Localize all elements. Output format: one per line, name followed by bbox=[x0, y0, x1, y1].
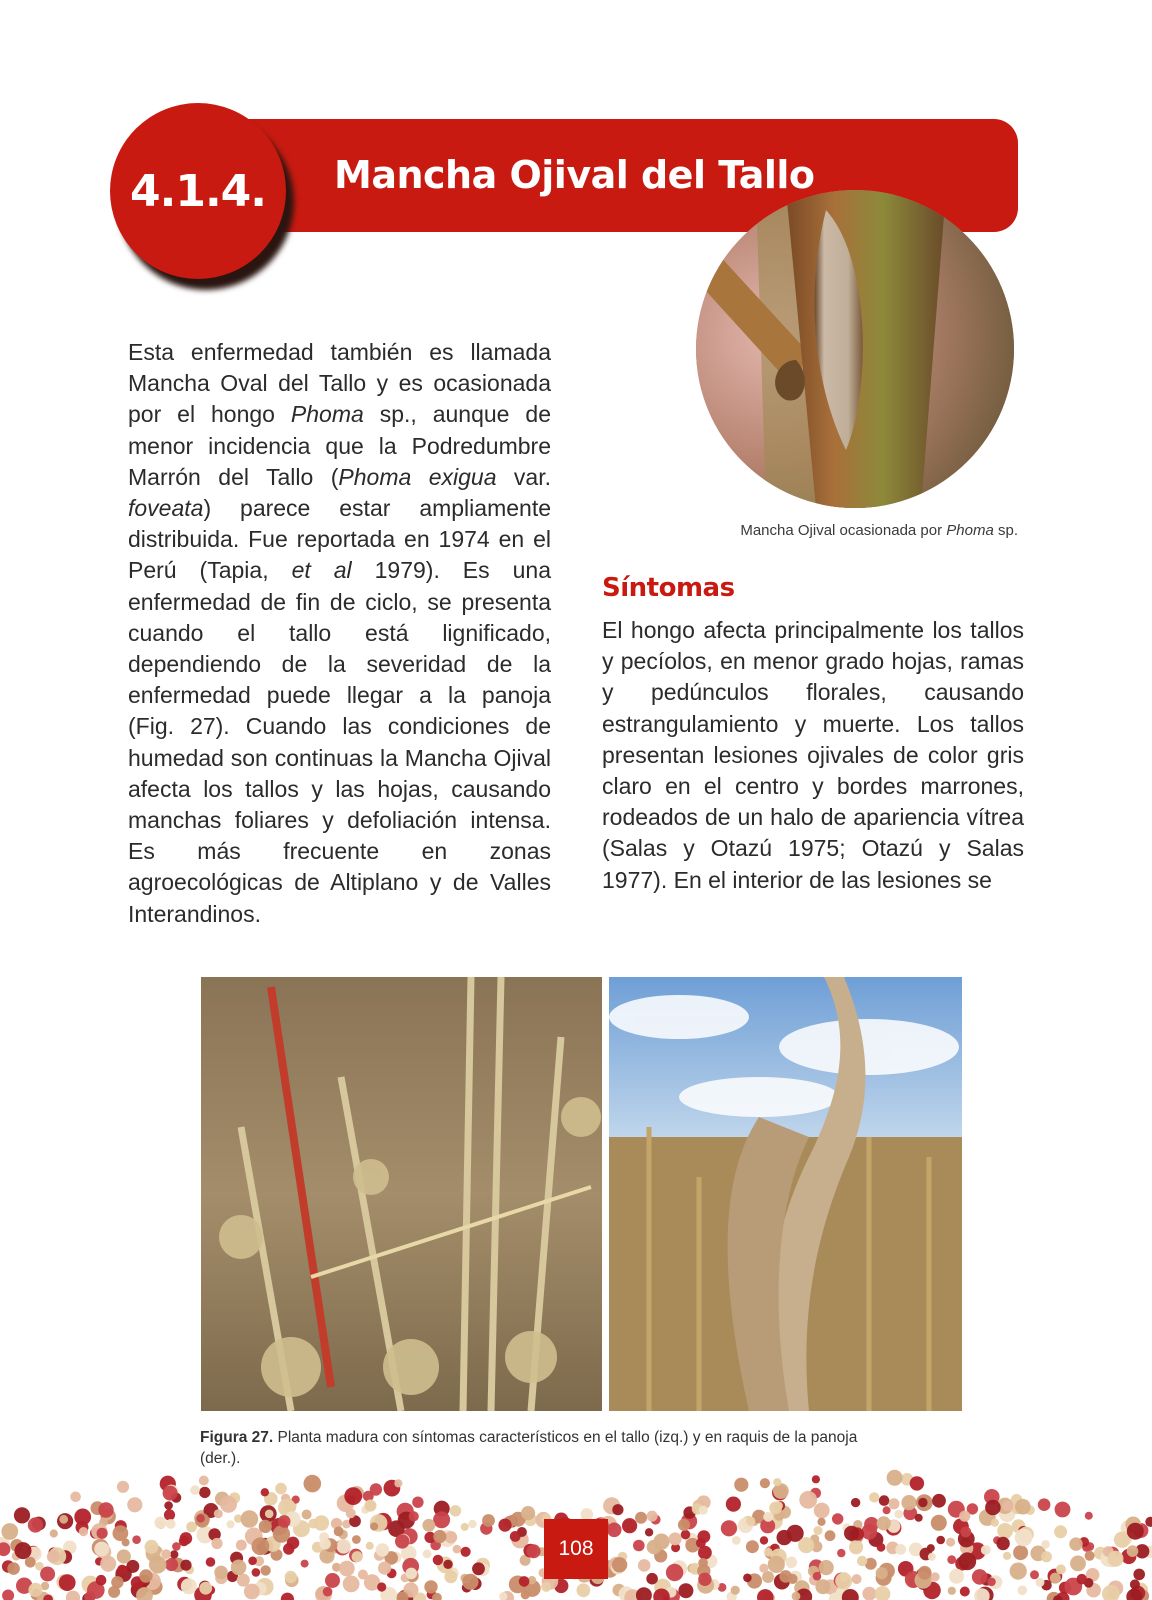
quinoa-grain bbox=[199, 1582, 212, 1595]
quinoa-grain bbox=[960, 1587, 970, 1597]
figure-panicle-photo bbox=[609, 977, 962, 1411]
quinoa-grain bbox=[918, 1566, 932, 1580]
quinoa-grain bbox=[760, 1478, 770, 1488]
quinoa-grain bbox=[1054, 1525, 1067, 1538]
quinoa-grain bbox=[862, 1587, 876, 1600]
quinoa-grain bbox=[117, 1565, 127, 1575]
quinoa-grain bbox=[145, 1540, 159, 1554]
quinoa-grain bbox=[928, 1553, 936, 1561]
quinoa-grain bbox=[252, 1568, 261, 1577]
quinoa-grain bbox=[849, 1540, 863, 1554]
quinoa-grain bbox=[1030, 1570, 1039, 1579]
quinoa-grain bbox=[1038, 1498, 1051, 1511]
quinoa-grain bbox=[275, 1483, 287, 1495]
quinoa-grain bbox=[220, 1496, 237, 1513]
quinoa-grain bbox=[47, 1550, 60, 1563]
quinoa-grain bbox=[612, 1557, 627, 1572]
quinoa-grain bbox=[777, 1530, 792, 1545]
quinoa-grain bbox=[377, 1582, 386, 1591]
quinoa-grain bbox=[301, 1560, 309, 1568]
quinoa-grain bbox=[949, 1569, 964, 1584]
quinoa-grain bbox=[894, 1510, 903, 1519]
quinoa-grain bbox=[844, 1526, 859, 1541]
quinoa-grain bbox=[424, 1580, 437, 1593]
quinoa-grain bbox=[190, 1485, 200, 1495]
quinoa-grain bbox=[814, 1503, 830, 1519]
quinoa-grain bbox=[936, 1536, 945, 1545]
quinoa-grain bbox=[370, 1522, 378, 1530]
quinoa-grain bbox=[959, 1511, 970, 1522]
quinoa-grain bbox=[433, 1511, 450, 1528]
quinoa-grain bbox=[461, 1547, 471, 1557]
quinoa-grain bbox=[323, 1587, 333, 1597]
quinoa-grain bbox=[577, 1583, 591, 1597]
quinoa-grain bbox=[915, 1514, 923, 1522]
quinoa-grain bbox=[901, 1495, 916, 1510]
quinoa-grain bbox=[636, 1587, 652, 1600]
quinoa-grain bbox=[646, 1573, 658, 1585]
quinoa-grain bbox=[231, 1560, 247, 1576]
quinoa-grain bbox=[734, 1478, 748, 1492]
quinoa-grain bbox=[94, 1542, 109, 1557]
quinoa-grain bbox=[799, 1491, 817, 1509]
quinoa-grain bbox=[1010, 1563, 1027, 1580]
quinoa-grain bbox=[997, 1523, 1013, 1539]
quinoa-grain bbox=[113, 1525, 129, 1541]
quinoa-grain bbox=[214, 1566, 228, 1580]
quinoa-grain bbox=[678, 1583, 693, 1598]
quinoa-grain bbox=[647, 1540, 662, 1555]
quinoa-grain bbox=[1015, 1499, 1031, 1515]
quinoa-grain bbox=[773, 1478, 781, 1486]
quinoa-grain bbox=[237, 1574, 250, 1587]
quinoa-grain bbox=[325, 1573, 340, 1588]
quinoa-grain bbox=[1055, 1502, 1071, 1518]
quinoa-grain bbox=[498, 1519, 511, 1532]
quinoa-grain bbox=[895, 1544, 906, 1555]
quinoa-grain bbox=[645, 1528, 653, 1536]
quinoa-grain bbox=[819, 1560, 834, 1575]
quinoa-grain bbox=[948, 1587, 956, 1595]
quinoa-grain bbox=[825, 1530, 836, 1541]
quinoa-grain bbox=[14, 1507, 30, 1523]
quinoa-grain bbox=[699, 1506, 708, 1515]
quinoa-grain bbox=[764, 1548, 773, 1557]
quinoa-grain bbox=[786, 1557, 798, 1569]
quinoa-grain bbox=[376, 1543, 389, 1556]
quinoa-grain bbox=[666, 1564, 683, 1581]
quinoa-grain bbox=[519, 1576, 530, 1587]
quinoa-grain bbox=[468, 1520, 476, 1528]
quinoa-grain bbox=[117, 1481, 129, 1493]
quinoa-grain bbox=[762, 1571, 774, 1583]
quinoa-grain bbox=[681, 1530, 691, 1540]
quinoa-grain bbox=[97, 1528, 108, 1539]
quinoa-grain bbox=[759, 1564, 768, 1573]
quinoa-grain bbox=[453, 1545, 462, 1554]
quinoa-grain bbox=[166, 1519, 176, 1529]
quinoa-grain bbox=[1085, 1551, 1095, 1561]
quinoa-grain bbox=[972, 1569, 988, 1585]
quinoa-grain bbox=[996, 1537, 1009, 1550]
quinoa-grain bbox=[378, 1562, 391, 1575]
quinoa-grain bbox=[918, 1498, 927, 1507]
quinoa-grain bbox=[394, 1479, 402, 1487]
quinoa-grain bbox=[70, 1492, 81, 1503]
quinoa-grain bbox=[732, 1536, 741, 1545]
quinoa-grain bbox=[50, 1529, 58, 1537]
quinoa-grain bbox=[696, 1538, 706, 1548]
quinoa-grain bbox=[889, 1498, 900, 1509]
quinoa-grain bbox=[433, 1555, 443, 1565]
quinoa-grain bbox=[450, 1505, 461, 1516]
quinoa-grain bbox=[1, 1523, 18, 1540]
quinoa-grain bbox=[347, 1495, 356, 1504]
quinoa-grain bbox=[1127, 1545, 1139, 1557]
quinoa-grain bbox=[1003, 1552, 1011, 1560]
quinoa-grain bbox=[1013, 1545, 1028, 1560]
quinoa-grain bbox=[15, 1542, 32, 1559]
quinoa-grain bbox=[1002, 1500, 1013, 1511]
quinoa-grain bbox=[798, 1537, 814, 1553]
quinoa-grain bbox=[743, 1574, 752, 1583]
quinoa-grain bbox=[521, 1590, 530, 1599]
quinoa-grain bbox=[236, 1540, 247, 1551]
quinoa-grain bbox=[638, 1559, 651, 1572]
quinoa-grain bbox=[412, 1497, 423, 1508]
quinoa-grain bbox=[698, 1573, 711, 1586]
quinoa-grain bbox=[472, 1562, 485, 1575]
quinoa-grain bbox=[252, 1537, 270, 1555]
quinoa-grain bbox=[1077, 1574, 1088, 1585]
quinoa-grain bbox=[462, 1574, 478, 1590]
quinoa-grain bbox=[678, 1519, 690, 1531]
quinoa-grain bbox=[1036, 1578, 1045, 1587]
symptoms-heading: Síntomas bbox=[602, 573, 735, 603]
quinoa-grain bbox=[370, 1483, 382, 1495]
quinoa-grain bbox=[774, 1501, 783, 1510]
quinoa-grain bbox=[1041, 1551, 1052, 1562]
symptoms-paragraph: El hongo afecta principalmente los tallos y pecíolos, en menor grado hojas, ramas y pedúnculos florales, causando estrangulamiento y muerte. Los tallos presentan lesiones ojivales de color gris claro en el centro y bordes marrones, rodeados de un halo de apariencia vítrea (Salas y Otazú 1975; Otazú y Salas 1977). En el interior de las lesiones se bbox=[602, 617, 1024, 893]
quinoa-grain bbox=[987, 1578, 996, 1587]
quinoa-grain bbox=[170, 1550, 178, 1558]
quinoa-grain bbox=[813, 1572, 822, 1581]
quinoa-grain bbox=[287, 1537, 300, 1550]
quinoa-grain bbox=[59, 1574, 76, 1591]
quinoa-grain bbox=[339, 1561, 355, 1577]
quinoa-grain bbox=[443, 1560, 452, 1569]
quinoa-grain bbox=[482, 1514, 495, 1527]
quinoa-grain bbox=[343, 1576, 360, 1593]
quinoa-grain bbox=[852, 1574, 862, 1584]
quinoa-grain bbox=[607, 1523, 622, 1538]
quinoa-grain bbox=[304, 1475, 322, 1493]
quinoa-grain bbox=[960, 1527, 971, 1538]
quinoa-grain bbox=[259, 1520, 272, 1533]
quinoa-grain bbox=[244, 1584, 260, 1600]
quinoa-grain bbox=[241, 1510, 259, 1528]
quinoa-grain bbox=[527, 1544, 541, 1558]
quinoa-grain bbox=[149, 1556, 167, 1574]
quinoa-grain bbox=[308, 1519, 318, 1529]
quinoa-grain bbox=[760, 1536, 768, 1544]
quinoa-grain bbox=[812, 1475, 820, 1483]
quinoa-grain bbox=[1085, 1512, 1093, 1520]
quinoa-grain bbox=[206, 1557, 216, 1567]
quinoa-grain bbox=[1133, 1569, 1145, 1581]
quinoa-grain bbox=[768, 1556, 785, 1573]
quinoa-grain bbox=[461, 1523, 469, 1531]
quinoa-grain bbox=[647, 1511, 658, 1522]
quinoa-grain bbox=[261, 1488, 269, 1496]
quinoa-grain bbox=[139, 1569, 152, 1582]
quinoa-grain bbox=[433, 1530, 446, 1543]
quinoa-grain bbox=[406, 1568, 418, 1580]
quinoa-grain bbox=[815, 1579, 830, 1594]
quinoa-grain bbox=[100, 1556, 116, 1572]
quinoa-grain bbox=[320, 1538, 331, 1549]
quinoa-grain bbox=[622, 1518, 637, 1533]
quinoa-grain bbox=[887, 1470, 903, 1486]
quinoa-grain bbox=[817, 1518, 825, 1526]
quinoa-grain bbox=[877, 1516, 891, 1530]
quinoa-grain bbox=[197, 1514, 205, 1522]
quinoa-grain bbox=[1056, 1564, 1066, 1574]
quinoa-grain bbox=[835, 1573, 852, 1590]
quinoa-grain bbox=[180, 1532, 193, 1545]
quinoa-grain bbox=[180, 1560, 191, 1571]
quinoa-grain bbox=[991, 1519, 999, 1527]
quinoa-grain bbox=[285, 1571, 297, 1583]
section-number-badge: 4.1.4. bbox=[110, 103, 286, 279]
quinoa-grain bbox=[40, 1567, 55, 1582]
quinoa-grain bbox=[260, 1565, 270, 1575]
quinoa-grain bbox=[172, 1542, 181, 1551]
quinoa-grain bbox=[366, 1542, 374, 1550]
quinoa-grain bbox=[278, 1515, 291, 1528]
quinoa-grain bbox=[857, 1556, 867, 1566]
quinoa-grain bbox=[1050, 1573, 1061, 1584]
quinoa-grain bbox=[302, 1510, 312, 1520]
quinoa-grain bbox=[958, 1552, 976, 1570]
quinoa-grain bbox=[7, 1562, 20, 1575]
photo-caption: Mancha Ojival ocasionada por Phoma sp. bbox=[740, 522, 1018, 539]
quinoa-grain bbox=[985, 1500, 1001, 1516]
quinoa-grain bbox=[510, 1531, 521, 1542]
quinoa-grain bbox=[726, 1497, 741, 1512]
quinoa-grain bbox=[281, 1593, 294, 1600]
quinoa-grain bbox=[186, 1522, 197, 1533]
quinoa-grain bbox=[445, 1531, 457, 1543]
quinoa-grain bbox=[25, 1557, 36, 1568]
quinoa-grain bbox=[211, 1538, 222, 1549]
quinoa-grain bbox=[164, 1501, 173, 1510]
quinoa-grain bbox=[879, 1495, 890, 1506]
quinoa-grain bbox=[265, 1510, 274, 1519]
quinoa-grain bbox=[214, 1509, 223, 1518]
quinoa-grain bbox=[1108, 1551, 1124, 1567]
quinoa-grain bbox=[199, 1487, 210, 1498]
quinoa-grain bbox=[352, 1535, 361, 1544]
quinoa-grain bbox=[1015, 1529, 1033, 1547]
quinoa-grain bbox=[731, 1586, 740, 1595]
quinoa-grain bbox=[1130, 1579, 1140, 1589]
quinoa-grain bbox=[946, 1538, 955, 1547]
quinoa-grain bbox=[248, 1557, 257, 1566]
quinoa-grain bbox=[334, 1527, 344, 1537]
quinoa-grain bbox=[2, 1590, 14, 1600]
quinoa-grain bbox=[127, 1497, 142, 1512]
quinoa-grain bbox=[162, 1549, 171, 1558]
quinoa-grain bbox=[869, 1492, 879, 1502]
figure-caption: Figura 27. Planta madura con síntomas característicos en el tallo (izq.) y en raquis de la panoja (der.). bbox=[200, 1429, 858, 1467]
quinoa-grain bbox=[814, 1526, 823, 1535]
quinoa-grain bbox=[931, 1515, 947, 1531]
quinoa-grain bbox=[698, 1558, 708, 1568]
quinoa-grain bbox=[181, 1578, 197, 1594]
quinoa-grain bbox=[837, 1549, 845, 1557]
quinoa-grain bbox=[66, 1591, 80, 1600]
quinoa-grain bbox=[832, 1513, 843, 1524]
quinoa-grain bbox=[1127, 1523, 1144, 1540]
quinoa-grain bbox=[947, 1555, 956, 1564]
quinoa-grain bbox=[883, 1506, 891, 1514]
quinoa-grain bbox=[521, 1506, 535, 1520]
quinoa-grain bbox=[635, 1512, 647, 1524]
figure-stem-photo bbox=[201, 977, 602, 1411]
quinoa-grain bbox=[746, 1540, 759, 1553]
quinoa-grain bbox=[981, 1545, 991, 1555]
quinoa-grain bbox=[612, 1504, 623, 1515]
quinoa-grain bbox=[98, 1502, 113, 1517]
quinoa-grain bbox=[423, 1550, 432, 1559]
intro-paragraph: Esta enfermedad también es llamada Mancha Oval del Tallo y es ocasionada por el hongo Phoma sp., aunque de menor incidencia que la Podredumbre Marrón del Tallo (Phoma exigua var. foveata) parece estar ampliamente distribuida. Fue reportada en 1974 en el Perú (Tapia, et al 1979). Es una enfermedad de fin de ciclo, se presenta cuando el tallo está lignificado, dependiendo de la severidad de la enfermedad puede llegar a la panoja (Fig. 27). Cuando las condiciones de humedad son continuas la Mancha Ojival afecta los tallos y las hojas, causando manchas foliares y defoliación intensa. Es más frecuente en zonas agroecológicas de Altiplano y de Valles Interandinos. bbox=[128, 339, 552, 927]
quinoa-grain bbox=[364, 1500, 376, 1512]
quinoa-grain bbox=[422, 1519, 435, 1532]
quinoa-grain bbox=[336, 1539, 351, 1554]
quinoa-grain bbox=[757, 1589, 774, 1600]
quinoa-grain bbox=[346, 1508, 356, 1518]
quinoa-grain bbox=[541, 1582, 551, 1592]
quinoa-grain bbox=[763, 1512, 773, 1522]
quinoa-grain bbox=[1070, 1556, 1086, 1572]
quinoa-grain bbox=[28, 1517, 43, 1532]
quinoa-grain bbox=[74, 1509, 91, 1526]
quinoa-grain bbox=[117, 1549, 131, 1563]
quinoa-grain bbox=[875, 1586, 891, 1600]
quinoa-grain bbox=[96, 1575, 107, 1586]
quinoa-grain bbox=[409, 1511, 419, 1521]
quinoa-grain bbox=[395, 1534, 409, 1548]
quinoa-grain bbox=[352, 1551, 363, 1562]
quinoa-grain bbox=[199, 1476, 209, 1486]
quinoa-grain bbox=[932, 1494, 946, 1508]
quinoa-grain bbox=[787, 1574, 797, 1584]
quinoa-grain bbox=[669, 1532, 682, 1545]
page-number: 108 bbox=[544, 1519, 608, 1579]
quinoa-grain bbox=[163, 1486, 178, 1501]
quinoa-grain bbox=[1069, 1537, 1082, 1550]
quinoa-grain bbox=[927, 1544, 935, 1552]
quinoa-grain bbox=[226, 1520, 234, 1528]
quinoa-grain bbox=[164, 1509, 175, 1520]
quinoa-grain bbox=[79, 1527, 88, 1536]
stem-lesion-photo bbox=[696, 190, 1014, 508]
quinoa-grain bbox=[633, 1540, 645, 1552]
quinoa-grain bbox=[1041, 1540, 1050, 1549]
quinoa-grain bbox=[877, 1543, 886, 1552]
quinoa-grain bbox=[59, 1515, 68, 1524]
quinoa-grain bbox=[111, 1576, 123, 1588]
quinoa-grain bbox=[132, 1535, 141, 1544]
quinoa-grain bbox=[721, 1520, 737, 1536]
quinoa-grain bbox=[910, 1476, 924, 1490]
quinoa-grain bbox=[28, 1583, 42, 1597]
quinoa-grain bbox=[1018, 1586, 1028, 1596]
quinoa-grain bbox=[746, 1516, 755, 1525]
quinoa-grain bbox=[851, 1498, 860, 1507]
section-title: Mancha Ojival del Tallo bbox=[334, 153, 815, 197]
quinoa-grain bbox=[876, 1567, 888, 1579]
quinoa-grain bbox=[154, 1517, 166, 1529]
